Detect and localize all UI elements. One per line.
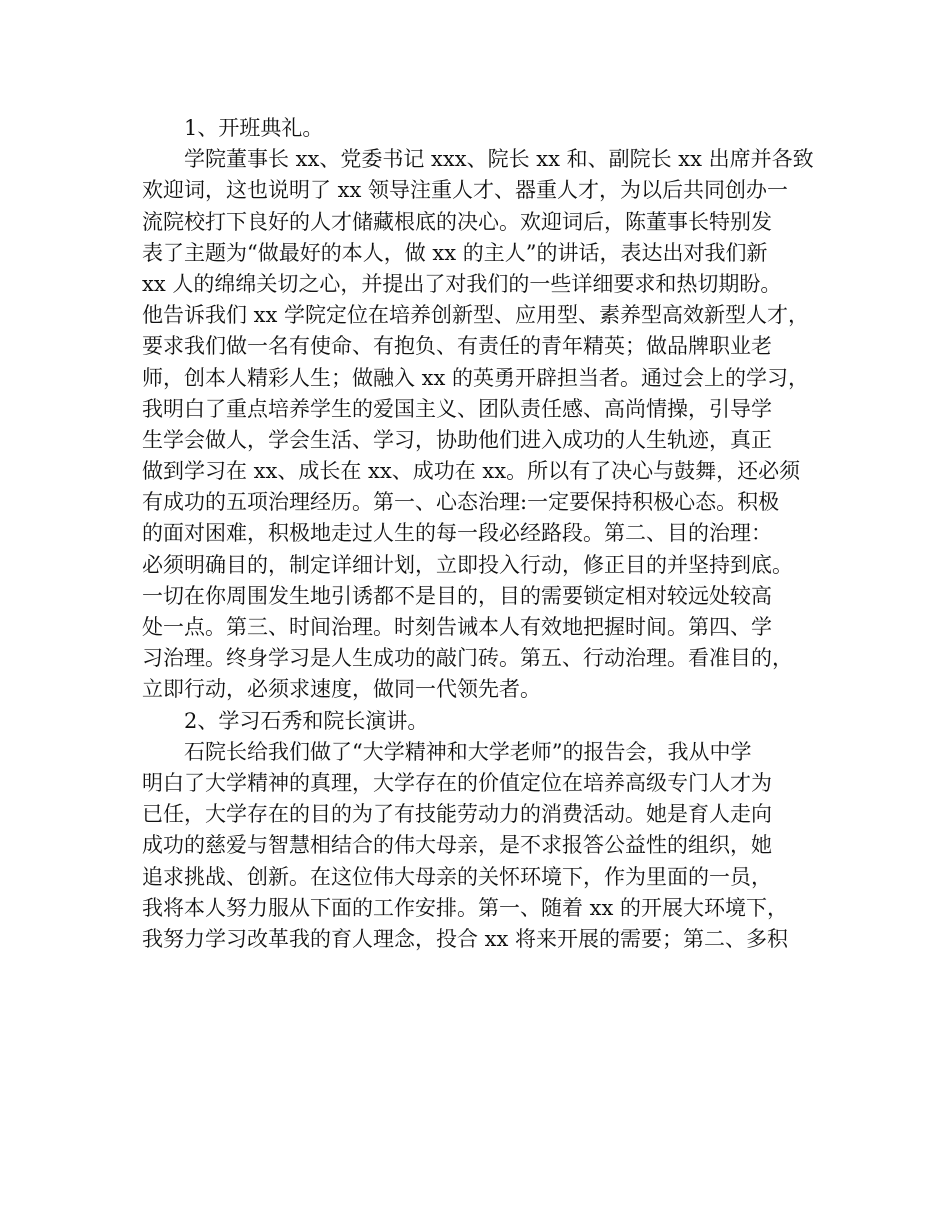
- section-heading-2: 2、学习石秀和院长演讲。: [184, 708, 429, 733]
- paragraph-line: 习治理。终身学习是人生成功的敲门砖。第五、行动治理。看准目的，: [142, 646, 793, 671]
- paragraph-line: 我明白了重点培养学生的爱国主义、团队责任感、高尚情操，引导学: [142, 396, 772, 421]
- paragraph-line: 明白了大学精神的真理，大学存在的价值定位在培养高级专门人才为: [142, 770, 772, 795]
- paragraph-line: 石院长给我们做了“大学精神和大学老师”的报告会，我从中学: [184, 739, 752, 764]
- paragraph-line: 追求挑战、创新。在这位伟大母亲的关怀环境下，作为里面的一员，: [142, 864, 772, 889]
- paragraph-line: 做到学习在 xx、成长在 xx、成功在 xx。所以有了决心与鼓舞，还必须: [142, 459, 801, 484]
- paragraph-line: 必须明确目的，制定详细计划，立即投入行动，修正目的并坚持到底。: [142, 552, 793, 577]
- paragraph-line: 一切在你周围发生地引诱都不是目的，目的需要锁定相对较远处较高: [142, 583, 772, 608]
- section-heading-1: 1、开班典礼。: [184, 116, 324, 140]
- paragraph-line: 欢迎词，这也说明了 xx 领导注重人才、器重人才，为以后共同创办一: [142, 178, 789, 203]
- paragraph-line: 流院校打下良好的人才储藏根底的决心。欢迎词后，陈董事长特别发: [142, 209, 772, 234]
- paragraph-line: 我将本人努力服从下面的工作安排。第一、随着 xx 的开展大环境下，: [142, 895, 789, 920]
- paragraph-line: 有成功的五项治理经历。第一、心态治理:一定要保持积极心态。积极: [142, 490, 780, 515]
- paragraph-line: xx 人的绵绵关切之心，并提出了对我们的一些详细要求和热切期盼。: [142, 271, 782, 296]
- paragraph-line: 的面对困难，积极地走过人生的每一段必经路段。第二、目的治理：: [142, 521, 772, 546]
- paragraph-line: 我努力学习改革我的育人理念，投合 xx 将来开展的需要；第二、多积: [142, 926, 789, 951]
- paragraph-line: 成功的慈爱与智慧相结合的伟大母亲，是不求报答公益性的组织，她: [142, 833, 772, 858]
- paragraph-line: 表了主题为“做最好的本人，做 xx 的主人”的讲话，表达出对我们新: [142, 240, 768, 265]
- paragraph-line: 师，创本人精彩人生；做融入 xx 的英勇开辟担当者。通过会上的学习，: [142, 365, 810, 390]
- paragraph-line: 学院董事长 xx、党委书记 xxx、院长 xx 和、副院长 xx 出席并各致: [184, 147, 814, 172]
- paragraph-line: 已任，大学存在的目的为了有技能劳动力的消费活动。她是育人走向: [142, 802, 772, 827]
- paragraph-line: 立即行动，必须求速度，做同一代领先者。: [142, 677, 541, 702]
- paragraph-line: 他告诉我们 xx 学院定位在培养创新型、应用型、素养型高效新型人才，: [142, 303, 810, 328]
- paragraph-line: 处一点。第三、时间治理。时刻告诫本人有效地把握时间。第四、学: [142, 615, 772, 639]
- body-text: [142, 113, 842, 955]
- paragraph-line: 生学会做人，学会生活、学习，协助他们进入成功的人生轨迹，真正: [142, 427, 772, 452]
- paragraph-line: 要求我们做一名有使命、有抱负、有责任的青年精英；做品牌职业老: [142, 334, 772, 359]
